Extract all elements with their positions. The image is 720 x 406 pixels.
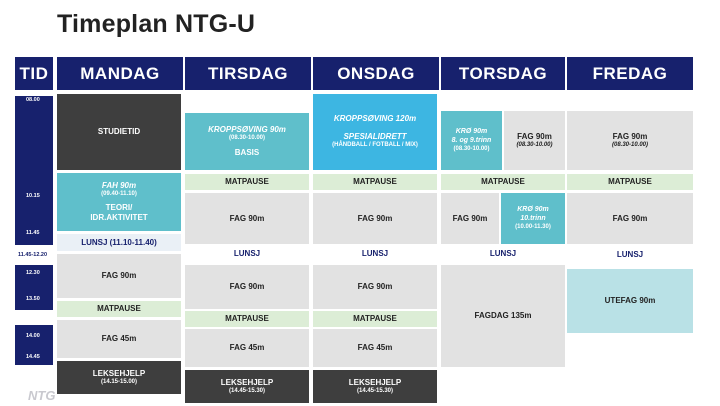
onsdag-lunsj [313,246,437,262]
torsdag-matpause [441,174,565,190]
torsdag-kro-1-label: KRØ 90m [455,128,488,135]
mandag-fah [57,173,181,231]
mandag-fag45 [57,320,181,358]
tid-header: TID [15,57,53,90]
onsdag-leksehjelp-label: LEKSEHJELP [348,377,402,387]
mandag-studietid-label: STUDIETID [97,127,141,136]
fredag-utefag-label: UTEFAG 90m [604,296,656,305]
mandag-leksehjelp-time: (14.15-15.00) [100,378,138,385]
time-1015: 10.15 [26,193,40,199]
tirsdag-fag45-label: FAG 45m [229,343,265,352]
time-0800: 08.00 [26,97,40,103]
onsdag-fag90-b [313,265,437,309]
torsdag-kro-1-sub: 8. og 9.trinn [451,136,492,144]
tirsdag-matpause-1 [185,174,309,190]
tirsdag-fag90-b-label: FAG 90m [229,282,265,291]
fredag-utefag [567,269,693,333]
fredag-lunsj-label: LUNSJ [616,250,644,259]
tirsdag-leksehjelp [185,370,309,403]
onsdag-matpause-2-label: MATPAUSE [353,314,397,323]
tirsdag-lunsj-label: LUNSJ [233,249,261,258]
onsdag-spesial-sub: (HÅNDBALL / FOTBALL / MIX) [332,142,418,149]
fredag-matpause-label: MATPAUSE [608,177,652,186]
ntg-logo: NTG [28,388,56,403]
mandag-fag90 [57,254,181,298]
onsdag-matpause-1-label: MATPAUSE [353,177,397,186]
torsdag-kro-2-sub: 10.trinn [520,214,546,222]
time-1145-1220: 11.45-12.20 [18,252,48,258]
mandag-matpause-label: MATPAUSE [97,304,141,313]
onsdag-fag45 [313,329,437,367]
day-header-fredag: FREDAG [567,57,693,90]
tirsdag-leksehjelp-label: LEKSEHJELP [220,377,274,387]
fredag-fag90-a-label: FAG 90m [612,131,648,141]
tirsdag-basis-label: BASIS [234,148,260,158]
time-1350: 13.50 [26,296,40,302]
day-header-tirsdag: TIRSDAG [185,57,311,90]
onsdag-matpause-1 [313,174,437,190]
tirsdag-fag90-a-label: FAG 90m [229,213,265,223]
fredag-fag90-a [567,111,693,170]
mandag-leksehjelp-label: LEKSEHJELP [92,368,146,378]
onsdag-fag90-a-label: FAG 90m [357,213,393,223]
torsdag-kro-2 [501,193,565,244]
mandag-teori-line1: TEORI/ [105,203,133,213]
mandag-fah-time: (09.40-11.10) [101,190,137,197]
fredag-fag90-b [567,193,693,244]
day-header-torsdag: TORSDAG [441,57,565,90]
mandag-teori-line2: IDR.AKTIVITET [90,213,148,223]
tirsdag-matpause-2-label: MATPAUSE [225,314,269,323]
tid-block-morning [15,96,53,190]
torsdag-fag90-top-label: FAG 90m [517,131,552,141]
time-1145: 11.45 [26,230,40,236]
onsdag-matpause-2 [313,311,437,327]
mandag-leksehjelp [57,361,181,394]
torsdag-kro-1 [441,111,502,170]
onsdag-fag45-label: FAG 45m [357,343,393,352]
onsdag-kropp-label: KROPPSØVING 120m [333,114,417,124]
torsdag-lunsj-label: LUNSJ [489,249,517,258]
mandag-fag90-label: FAG 90m [101,271,137,280]
onsdag-lunsj-label: LUNSJ [361,249,389,258]
day-header-onsdag: ONSDAG [313,57,439,90]
onsdag-fag90-b-label: FAG 90m [357,282,393,291]
onsdag-fag90-a [313,193,437,244]
torsdag-lunsj [441,246,565,262]
onsdag-spesial-label: SPESIALIDRETT [343,132,407,142]
tirsdag-kropp-time: (08.30-10.00) [228,134,266,141]
mandag-matpause [57,301,181,317]
onsdag-leksehjelp [313,370,437,403]
tirsdag-fag90-b [185,265,309,309]
mandag-lunsj-label: LUNSJ (11.10-11.40) [81,237,157,247]
day-header-mandag: MANDAG [57,57,183,90]
fredag-lunsj [567,246,693,264]
tirsdag-kropp-label: KROPPSØVING 90m [208,124,286,134]
tirsdag-fag90-a [185,193,309,244]
time-1400: 14.00 [26,333,40,339]
fredag-fag90-a-time: (08.30-10.00) [611,141,649,148]
tirsdag-fag45 [185,329,309,367]
mandag-studietid [57,94,181,170]
torsdag-kro-2-time: (10.00-11.30) [515,223,551,230]
torsdag-fag90-top [504,111,565,170]
torsdag-fagdag-label: FAGDAG 135m [474,311,532,320]
onsdag-kroppsoving [313,94,437,170]
time-1230: 12.30 [26,270,40,276]
torsdag-fag90-top-time: (08.30-10.00) [516,141,553,148]
mandag-lunsj [57,234,181,251]
torsdag-kro-1-time: (08.30-10.00) [453,145,490,152]
onsdag-leksehjelp-time: (14.45-15.30) [356,387,394,394]
fredag-fag90-b-label: FAG 90m [612,213,648,223]
page-title: Timeplan NTG-U [57,10,256,38]
tirsdag-lunsj [185,246,309,262]
torsdag-matpause-label: MATPAUSE [481,177,525,186]
torsdag-fag90-mid [441,193,499,244]
mandag-fag45-label: FAG 45m [101,334,137,343]
torsdag-fag90-mid-label: FAG 90m [452,213,488,223]
tirsdag-leksehjelp-time: (14.45-15.30) [228,387,266,394]
fredag-matpause [567,174,693,190]
tirsdag-matpause-2 [185,311,309,327]
mandag-fah-label: FAH 90m [101,180,137,190]
tirsdag-kroppsoving [185,113,309,170]
torsdag-kro-2-label: KRØ 90m [517,206,549,213]
torsdag-fagdag [441,265,565,367]
tirsdag-matpause-1-label: MATPAUSE [225,177,269,186]
time-1445: 14.45 [26,354,40,360]
